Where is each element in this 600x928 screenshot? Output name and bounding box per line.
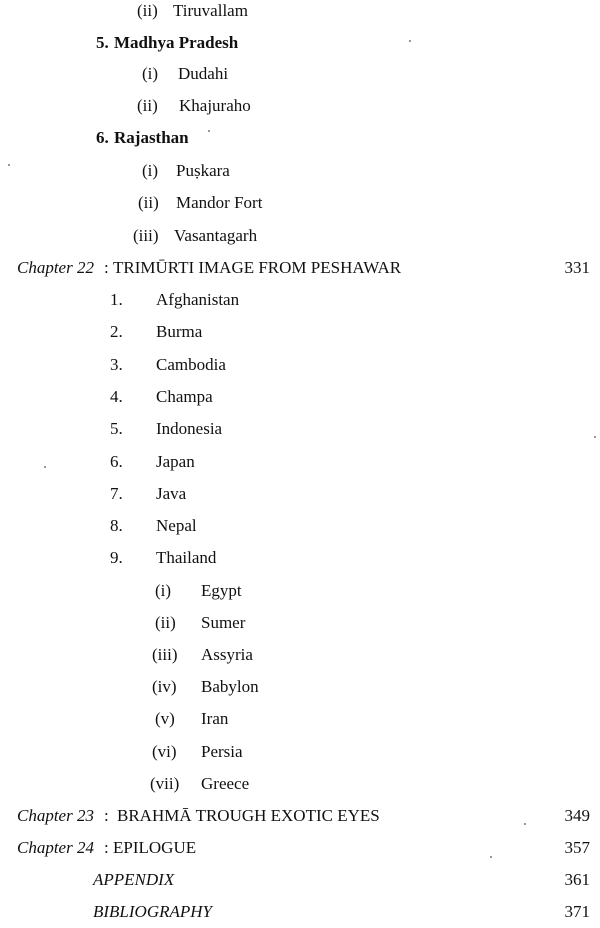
scan-speck (208, 130, 210, 132)
entry-text: Sumer (201, 613, 246, 632)
section-number: 6. (96, 128, 109, 147)
entry-number: 8. (110, 516, 123, 535)
toc-subentry (110, 386, 410, 408)
entry-number: 9. (110, 548, 123, 567)
toc-subentry (142, 160, 442, 182)
entry-number: (iii) (133, 226, 159, 245)
scan-speck (490, 856, 492, 858)
chapter-separator: : (104, 838, 109, 857)
toc-subentry (110, 321, 410, 343)
entry-text: Tiruvallam (173, 1, 248, 20)
bibliography-title: BIBLIOGRAPHY (93, 902, 212, 921)
toc-subentry (110, 483, 410, 505)
scan-speck (594, 436, 596, 438)
section-number: 5. (96, 33, 109, 52)
chapter-label: Chapter 24 (17, 838, 94, 857)
entry-text: Assyria (201, 645, 253, 664)
entry-text: Dudahi (178, 64, 229, 83)
toc-subentry (150, 773, 450, 795)
entry-number: 4. (110, 387, 123, 406)
toc-subentry (155, 612, 455, 634)
entry-text: Indonesia (156, 419, 223, 438)
chapter-title: EPILOGUE (113, 838, 197, 857)
section-title: Rajasthan (114, 128, 189, 147)
toc-appendix (93, 869, 590, 891)
entry-text: Champa (156, 387, 213, 406)
toc-subentry (155, 708, 455, 730)
chapter-separator: : (104, 258, 109, 277)
entry-number: (i) (155, 581, 172, 600)
toc-subentry (152, 644, 452, 666)
page-number: 361 (564, 870, 590, 889)
toc-subentry (152, 676, 452, 698)
entry-number: (i) (142, 64, 159, 83)
toc-section (96, 127, 396, 149)
entry-number: (v) (155, 709, 175, 728)
chapter-label: Chapter 23 (17, 806, 94, 825)
page-number: 371 (564, 902, 590, 921)
toc-subentry (110, 354, 410, 376)
toc-chapter-23 (17, 805, 590, 827)
entry-text: Burma (156, 322, 203, 341)
entry-number: 6. (110, 452, 123, 471)
entry-number: (ii) (137, 1, 158, 20)
entry-number: (iv) (152, 677, 177, 696)
scan-speck (44, 466, 46, 468)
scan-speck (524, 823, 526, 825)
toc-chapter-24 (17, 837, 590, 859)
entry-text: Iran (201, 709, 229, 728)
toc-subentry (152, 741, 452, 763)
entry-text: Babylon (201, 677, 259, 696)
entry-text: Java (156, 484, 187, 503)
toc-chapter-22 (17, 257, 590, 279)
entry-number: 3. (110, 355, 123, 374)
entry-number: (vi) (152, 742, 177, 761)
entry-text: Vasantagarh (174, 226, 258, 245)
toc-subentry (137, 95, 437, 117)
entry-number: (ii) (137, 96, 158, 115)
entry-text: Nepal (156, 516, 197, 535)
toc-subentry (110, 515, 410, 537)
entry-text: Afghanistan (156, 290, 240, 309)
entry-number: (i) (142, 161, 159, 180)
entry-number: (iii) (152, 645, 178, 664)
entry-number: 5. (110, 419, 123, 438)
entry-number: 1. (110, 290, 123, 309)
toc-subentry (110, 289, 410, 311)
toc-subentry (133, 225, 433, 247)
page-number: 331 (564, 258, 590, 277)
page-number: 349 (564, 806, 590, 825)
scan-speck (409, 40, 411, 42)
entry-number: (ii) (155, 613, 176, 632)
entry-number: 2. (110, 322, 123, 341)
toc-subentry (110, 547, 410, 569)
toc-bibliography (93, 901, 590, 923)
chapter-title: TRIMŪRTI IMAGE FROM PESHAWAR (113, 258, 402, 277)
entry-text: Thailand (156, 548, 217, 567)
entry-text: Mandor Fort (176, 193, 263, 212)
chapter-separator: : (104, 806, 109, 825)
toc-subentry (110, 418, 410, 440)
entry-text: Greece (201, 774, 250, 793)
page-number: 357 (564, 838, 590, 857)
entry-text: Puṣkara (176, 161, 230, 180)
entry-text: Cambodia (156, 355, 226, 374)
entry-text: Japan (156, 452, 195, 471)
chapter-label: Chapter 22 (17, 258, 94, 277)
entry-number: 7. (110, 484, 123, 503)
entry-text: Persia (201, 742, 243, 761)
entry-number: (vii) (150, 774, 180, 793)
toc-subentry (110, 451, 410, 473)
scan-speck (8, 164, 10, 166)
entry-number: (ii) (138, 193, 159, 212)
section-title: Madhya Pradesh (114, 33, 239, 52)
toc-subentry (137, 0, 437, 22)
appendix-title: APPENDIX (93, 870, 175, 889)
toc-subentry (155, 580, 455, 602)
entry-text: Egypt (201, 581, 242, 600)
entry-text: Khajuraho (179, 96, 251, 115)
chapter-title: BRAHMĀ TROUGH EXOTIC EYES (117, 806, 380, 825)
toc-subentry (138, 192, 438, 214)
toc-subentry (142, 63, 442, 85)
toc-section (96, 32, 396, 54)
